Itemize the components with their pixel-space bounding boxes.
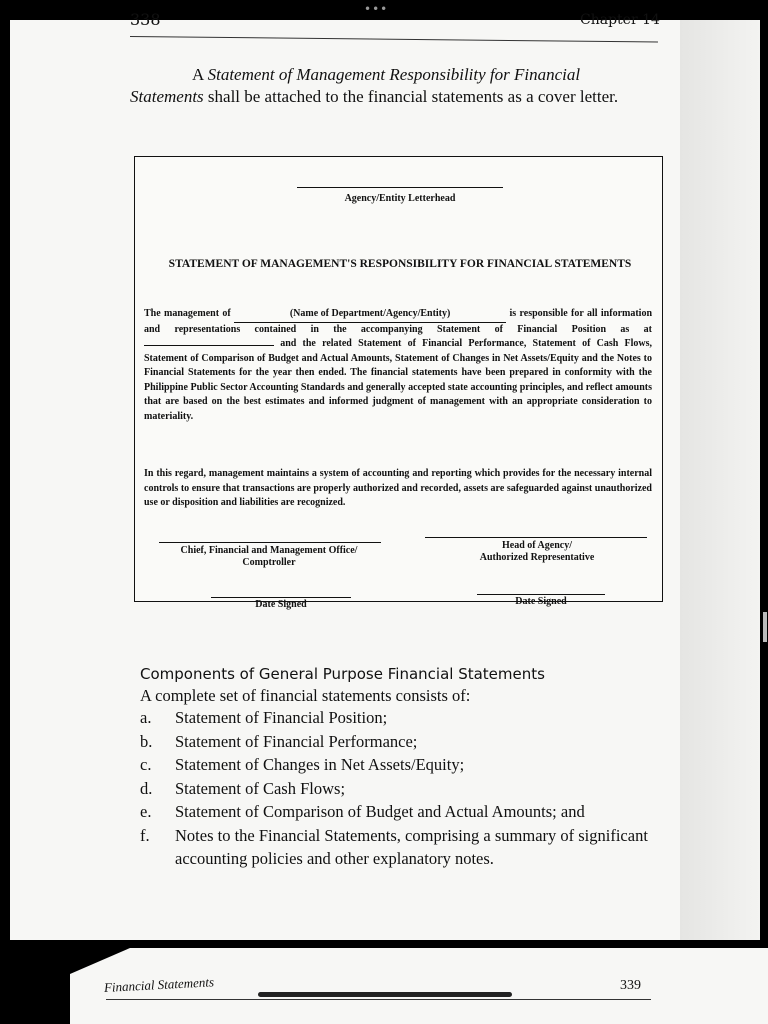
running-title: Financial Statements — [103, 974, 215, 995]
page-number-top: 338 — [130, 10, 161, 29]
list-item: b. Statement of Financial Performance; — [140, 731, 418, 751]
page-fold-shadow — [70, 948, 130, 974]
form-paragraph-1: The management of (Name of Department/Agency/Entity) is responsible for all information and representations contained in the accompanying Statement of Financial Position as at and the related Statement of Financial Performance, Statement of Cash Flows, Statement of Comparison of Budget and Actual Amounts, Statement of Changes in Net Assets/Equity and the Notes to Financial Statements for the year then ended. The financial statements have been prepared in conformity with the Philippine Public Sector Accounting Standards and generally accepted state accounting principles, and reflect amounts that are based on the best estimates and informed judgment of management with an appropriate consideration to materiality. — [144, 308, 653, 422]
signatory-left: Chief, Financial and Management Office/ Comptroller — [180, 545, 358, 568]
letterhead-label: Agency/Entity Letterhead — [344, 193, 456, 204]
more-options-icon[interactable]: ••• — [364, 2, 389, 16]
intro-italic-title: Statement of Management Responsibility for Financial Statements — [130, 65, 581, 106]
date-signed-left: Date Signed — [255, 599, 307, 610]
signatory-right: Head of Agency/ Authorized Representative — [479, 540, 595, 563]
list-item: d. Statement of Cash Flows; — [140, 778, 346, 798]
list-item: a. Statement of Financial Position; — [140, 708, 388, 727]
date-line-left — [211, 597, 351, 598]
signature-line-left — [159, 542, 381, 543]
section-intro: A complete set of financial statements consists of: — [140, 686, 471, 705]
list-item: e. Statement of Comparison of Budget and Actual Amounts; and — [140, 802, 585, 821]
letterhead-rule — [297, 187, 503, 188]
home-indicator[interactable] — [258, 992, 512, 997]
signature-line-right — [425, 537, 647, 538]
form-paragraph-2: In this regard, management maintains a system of accounting and reporting which provides for the necessary internal controls to ensure that transactions are properly authorized and recorded, assets are safeguarded against unauthorized use or disposition and liabilities are recognized. — [144, 468, 652, 508]
intro-paragraph: A Statement of Management Responsibility for Financial Statements shall be attached to the financial statements as a cover letter. — [130, 65, 619, 106]
form-title: STATEMENT OF MANAGEMENT'S RESPONSIBILITY FOR FINANCIAL STATEMENTS — [168, 258, 632, 270]
list-item: c. Statement of Changes in Net Assets/Equity; — [140, 755, 465, 774]
date-signed-right: Date Signed — [515, 596, 567, 607]
chapter-label: Chapter 14 — [580, 12, 660, 28]
footer-rule — [106, 999, 651, 1000]
page-edge-shadow — [680, 20, 760, 940]
date-blank — [144, 345, 274, 346]
sample-form-box — [134, 156, 663, 610]
section-heading: Components of General Purpose Financial Statements — [140, 665, 545, 683]
components-list — [140, 706, 670, 871]
scroll-edge-mark — [763, 612, 767, 642]
department-name-blank: (Name of Department/Agency/Entity) — [234, 307, 506, 323]
date-line-right — [477, 594, 605, 595]
page-number-bottom: 339 — [620, 978, 641, 993]
components-section — [140, 664, 670, 871]
list-item: f. Notes to the Financial Statements, comprising a summary of significant accounting policies and other explanatory notes. — [140, 825, 648, 868]
